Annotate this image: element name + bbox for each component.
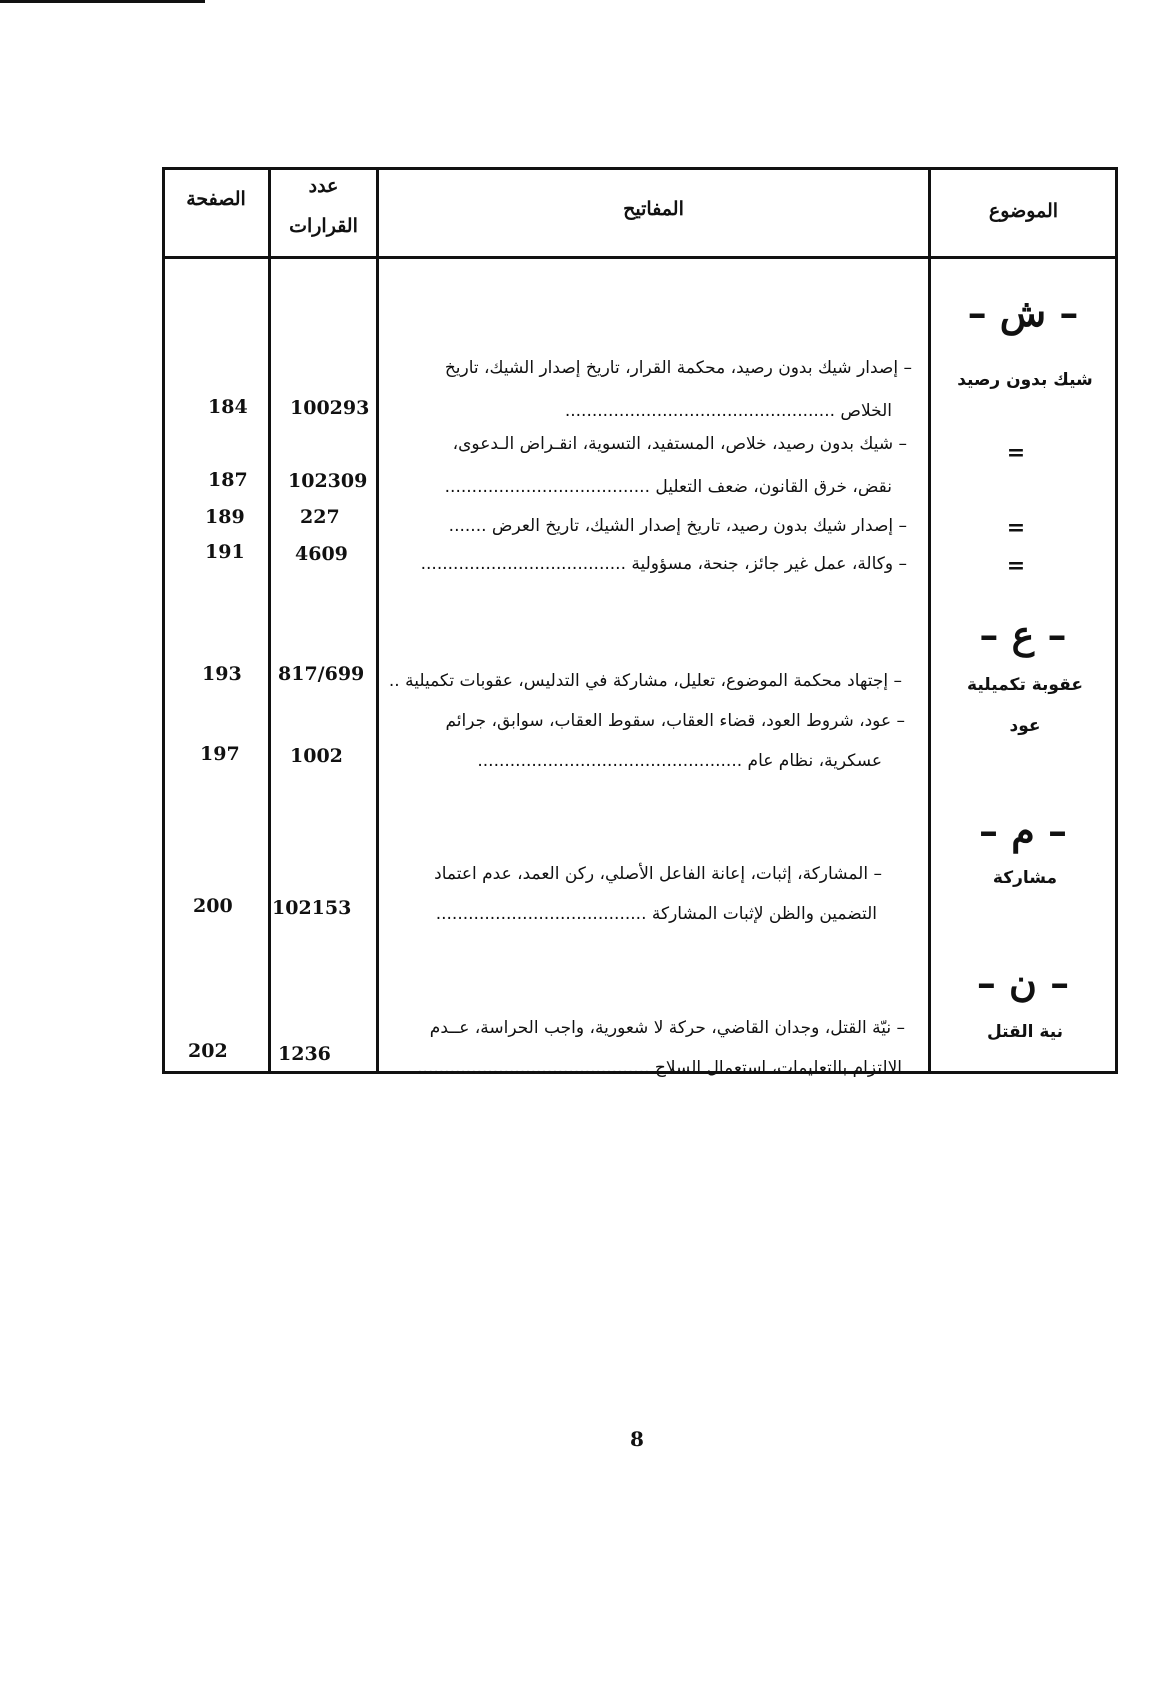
row-page: 200 <box>193 895 233 917</box>
row-keywords-line: – شيك بدون رصيد، خلاص، المستفيد، التسوية، انقـراض الـدعوى، <box>452 434 907 454</box>
subject-label: مشاركة <box>992 868 1058 888</box>
header-subject: الموضوع <box>988 200 1059 222</box>
row-count: 227 <box>300 506 340 528</box>
row-keywords-line: – وكالة، عمل غير جائز، جنحة، مسؤولية ...................................... <box>420 554 907 574</box>
row-count: 1002 <box>290 745 343 767</box>
row-count: 100293 <box>290 397 370 419</box>
row-page: 189 <box>205 506 245 528</box>
header-divider <box>162 256 1118 259</box>
row-count: 102153 <box>272 897 352 919</box>
row-keywords-line: الالتزام بالتعليمات، استعمال السلاح ........................................... <box>417 1058 902 1078</box>
row-keywords-line: – إصدار شيك بدون رصيد، محكمة القرار، تاريخ إصدار الشيك، تاريخ <box>444 358 912 378</box>
column-divider <box>376 167 379 1074</box>
row-count: 1236 <box>278 1043 331 1065</box>
subject-label: عود <box>1009 716 1041 736</box>
subject-label: شيك بدون رصيد <box>957 370 1093 390</box>
header-count-line2: القرارات <box>289 215 358 237</box>
section-letter: – ش – <box>967 290 1079 335</box>
row-keywords-line: – عود، شروط العود، قضاء العقاب، سقوط العقاب، سوابق، جرائم <box>445 711 905 731</box>
row-keywords-line: التضمين والظن لإثبات المشاركة ....................................... <box>435 904 877 924</box>
row-keywords-line: – المشاركة، إثبات، إعانة الفاعل الأصلي، ركن العمد، عدم اعتماد <box>434 864 882 884</box>
page-number: 8 <box>630 1427 644 1451</box>
row-page: 187 <box>208 469 248 491</box>
row-count: 4609 <box>295 543 348 565</box>
ditto-mark: = <box>1006 553 1026 579</box>
row-keywords-line: نقض، خرق القانون، ضعف التعليل ...................................... <box>444 477 892 497</box>
section-letter: – م – <box>979 808 1067 853</box>
section-letter: – ع – <box>979 612 1067 657</box>
row-keywords-line: الخلاص .................................................. <box>564 401 892 421</box>
row-count: 102309 <box>288 470 368 492</box>
row-page: 202 <box>188 1040 228 1062</box>
subject-label: نية القتل <box>986 1022 1064 1042</box>
column-divider <box>928 167 931 1074</box>
header-page: الصفحة <box>186 188 246 210</box>
section-letter: – ن – <box>976 960 1070 1005</box>
row-page: 191 <box>205 541 245 563</box>
subject-label: عقوبة تكميلية <box>967 675 1083 695</box>
header-keywords: المفاتيح <box>623 198 684 220</box>
row-page: 193 <box>202 663 242 685</box>
row-page: 197 <box>200 743 240 765</box>
ditto-mark: = <box>1006 440 1026 466</box>
row-count: 817/699 <box>278 663 365 685</box>
row-keywords-line: – إجتهاد محكمة الموضوع، تعليل، مشاركة في التدليس، عقوبات تكميلية .. <box>388 671 902 691</box>
ditto-mark: = <box>1006 515 1026 541</box>
row-keywords-line: – نيّة القتل، وجدان القاضي، حركة لا شعورية، واجب الحراسة، عــدم <box>429 1018 905 1038</box>
row-keywords-line: عسكرية، نظام عام ................................................. <box>477 751 882 771</box>
row-keywords-line: – إصدار شيك بدون رصيد، تاريخ إصدار الشيك، تاريخ العرض ....... <box>448 516 907 536</box>
header-count-line1: عدد <box>308 175 339 197</box>
row-page: 184 <box>208 396 248 418</box>
column-divider <box>268 167 271 1074</box>
top-rule <box>0 0 205 3</box>
